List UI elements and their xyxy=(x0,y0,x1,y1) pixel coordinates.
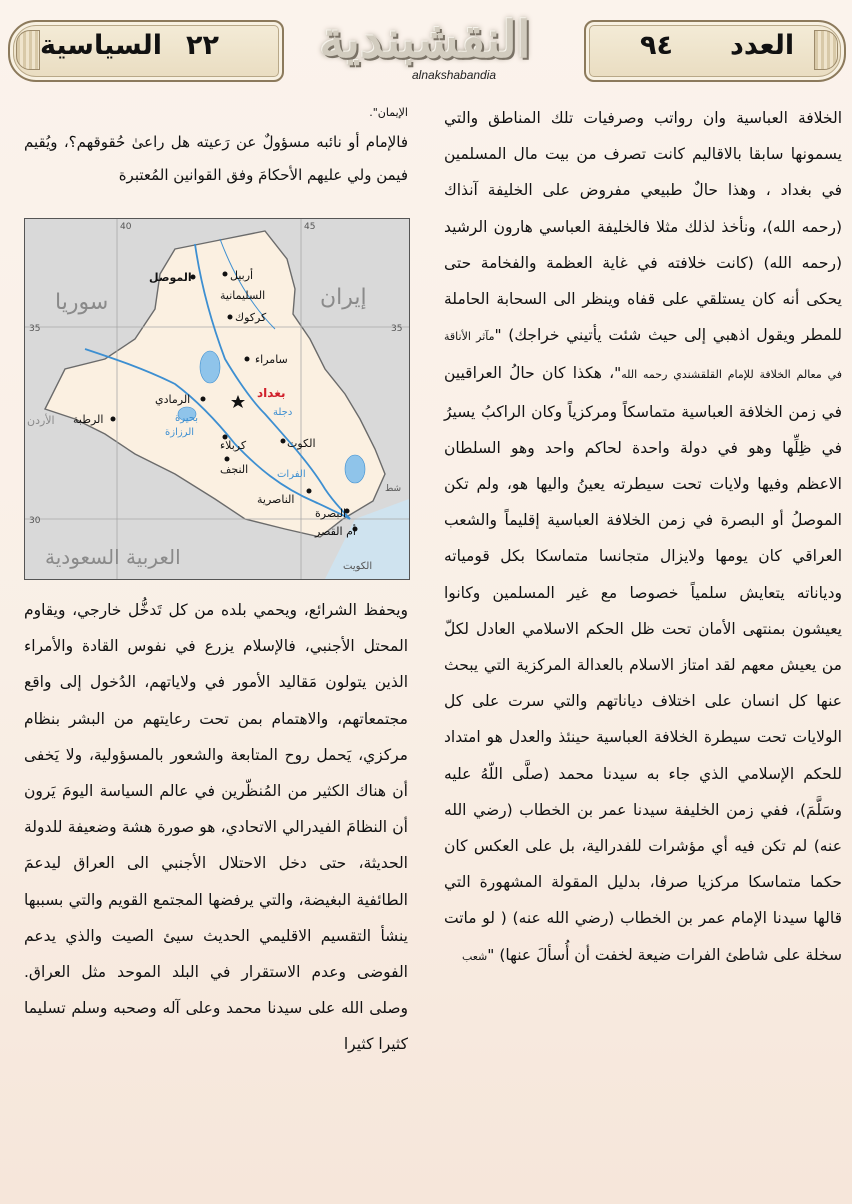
city-dot xyxy=(228,315,233,320)
country-label-saudi: العربية السعودية xyxy=(45,545,181,569)
body-paragraph: ويحفظ الشرائع، ويحمي بلده من كل تَدخُّل خارجي، ويقاوم المحتل الأجنبي، فالإسلام يزرع في نفوس القادة والأمراء الذين يتولون مَقاليد الأمور في ولاياتهم، الدُخول إلى واقع مجتمعاتهم، والاهتمام بمن تحت رعايتهم من البشر بنظام مركزي، يَحمل روح المتابعة والشعور بالمسؤولية، ولا يَخفى أن هناك الكثير من المُنظّرين في عالم السياسة اليومَ يَرون أن النظامَ الفيدرالي الاتحادي، هو صورة هشة وضعيفة للدولة الحديثة، حتى دخل الاحتلال الأجنبي الى العراق ليدعمَ الطائفية البغيضة، والتي يرفضها المجتمع القويم والتي بسببها ينشأ التقسيم الاقليمي الحديث سيئ الصيت والذي يدعم الفوضى وعدم الاستقرار في البلد الموحد مثل العراق. وصلى الله على سيدنا محمد وعلى آله وصحبه وسلم تسليما كثيرا كثيرا xyxy=(24,601,408,1054)
city-rutba: الرطبة xyxy=(73,413,104,426)
lon-label: 45 xyxy=(304,222,316,232)
left-column-top xyxy=(24,100,408,192)
city-mosul: الموصل xyxy=(149,271,192,284)
feature-tigris: دجلة xyxy=(273,407,293,418)
city-sulaymaniyah: السليمانية xyxy=(220,289,266,302)
issue-number: ٩٤ xyxy=(640,30,673,61)
city-dot xyxy=(201,397,206,402)
page-number: ٢٢ xyxy=(186,30,219,61)
paragraph-text: "، هكذا كان حالُ العراقيين في زمن الخلافة العباسية متماسكاً ومركزياً وكان الراكبُ يسيرُ في ظِلِّها وهو في دولة واحدة لحاكم واحد وهو السلطان الاعظم وفيها ولايات تحت سيطرته يعينُ واليها هو، ولم تكن الموصلُ أو البصرة في زمن الخلافة العباسية إقليماً والشعب العراقي كان يومها ولايزال متجانسا متماسكا بكل قومياته ودياناته يتعايش سلمياً خصوصا مع غير المسلمين وكانوا يعيشون بمنتهى الأمان تحت ظل الحكم الاسلامي العادل لكلّ من يعيش معهم لقد امتاز الاسلام بالعدالة المركزية التي يبحث عنها كل انسان على اختلاف دياناتهم والتي سرت على كل الولايات تحت سيطرة الخلافة العباسية حينئذ والعدل هو امتداد للحكم الإسلامي الذي جاء به سيدنا محمد (صلَّى اللّهُ عليه وسَلَّمَ)، ففي زمن الخليفة سيدنا عمر بن الخطاب (رضي الله عنه) لم تكن فيه أي مؤشرات للفدرالية، بل على العكس كان حكما متماسكا مركزيا صرفا، بدليل المقولة المشهورة التي قالها سيدنا الإمام عمر بن الخطاب (رضي الله عنه) ( لو ماتت سخلة على شاطئ الفرات ضيعة لخفت أن أُسألَ عنها) " xyxy=(444,364,842,964)
city-dot xyxy=(223,272,228,277)
city-dot xyxy=(225,457,230,462)
city-dot xyxy=(281,439,286,444)
banner-ribbon-end xyxy=(16,30,40,70)
country-label-iran: إيران xyxy=(320,285,367,310)
feature-tharthar: بحيرة xyxy=(175,413,199,424)
city-baghdad: بغداد xyxy=(257,386,286,400)
city-dot xyxy=(307,489,312,494)
city-samarra: سامراء xyxy=(255,353,288,366)
city-nasiriyah: الناصرية xyxy=(257,493,295,506)
continuation-word: شعب xyxy=(461,949,488,963)
logo-subtitle: alnakshabandia xyxy=(412,68,497,82)
iraq-map xyxy=(24,218,410,580)
city-erbil: أربيل xyxy=(230,269,254,282)
body-paragraph xyxy=(444,100,842,975)
city-kut: الكوت xyxy=(287,437,316,450)
city-dot xyxy=(111,417,116,422)
feature-gulf: شط xyxy=(385,484,402,494)
country-label-kuwait: الكويت xyxy=(343,561,373,572)
feature-razzaza: الرزازة xyxy=(165,427,195,438)
tharthar-lake xyxy=(200,351,220,383)
country-label-syria: سوريا xyxy=(55,290,109,315)
logo-text: النقشبندية xyxy=(319,10,531,69)
paragraph-text: الخلافة العباسية وان رواتب وصرفيات تلك المناطق والتي يسمونها سابقا بالاقاليم كانت تصرف من بيت مال المسلمين في بغداد ، وهذا حالٌ طبيعي مفروض على الخليفة آنذاك (رحمه الله)، ونأخذ لذلك مثلا فالخليفة العباسي هارون الرشيد (رحمه الله) (كانت خلافته في غاية العظمة والفخامة حتى يحكى أنه كان يستلقي على قفاه وينظر الى السحابة الحاملة للمطر ويقول اذهبي إلى حيث شئت يأتيني خراجك) " xyxy=(444,109,842,345)
section-label: السياسية xyxy=(40,30,162,61)
lat-label: 35 xyxy=(391,324,403,334)
right-column xyxy=(444,100,842,975)
lon-label: 40 xyxy=(120,222,132,232)
country-label-jordan: الأردن xyxy=(27,414,55,427)
marshes xyxy=(345,455,365,483)
masthead-logo xyxy=(300,6,550,96)
issue-label: العدد xyxy=(730,30,795,61)
citation: مآثر الأناقة في معالم الخلافة للإمام القلقشندي رحمه الله xyxy=(444,330,842,382)
city-karbala: كربلاء xyxy=(220,439,247,452)
city-ramadi: الرمادي xyxy=(155,393,191,406)
lat-label: 30 xyxy=(29,516,41,526)
continued-line: الإيمان". xyxy=(369,106,408,119)
banner-ribbon-end xyxy=(814,30,838,70)
header-right-banner xyxy=(584,20,846,82)
city-najaf: النجف xyxy=(220,463,249,476)
left-column-bottom xyxy=(24,592,408,1063)
body-paragraph: فالإمام أو نائبه مسؤولٌ عن رَعيته هل راعىٰ حُقوقهم؟، ويُقيم فيمن ولي عليهم الأحكامَ وفق القوانين المُعتبرة xyxy=(24,133,408,184)
city-basra: البصرة xyxy=(315,507,347,520)
city-umm-qasr: أم القصر xyxy=(315,525,356,538)
city-dot xyxy=(245,357,250,362)
lat-label: 35 xyxy=(29,324,41,334)
city-kirkuk: كركوك xyxy=(235,311,267,324)
feature-euphrates: الفرات xyxy=(277,469,306,480)
